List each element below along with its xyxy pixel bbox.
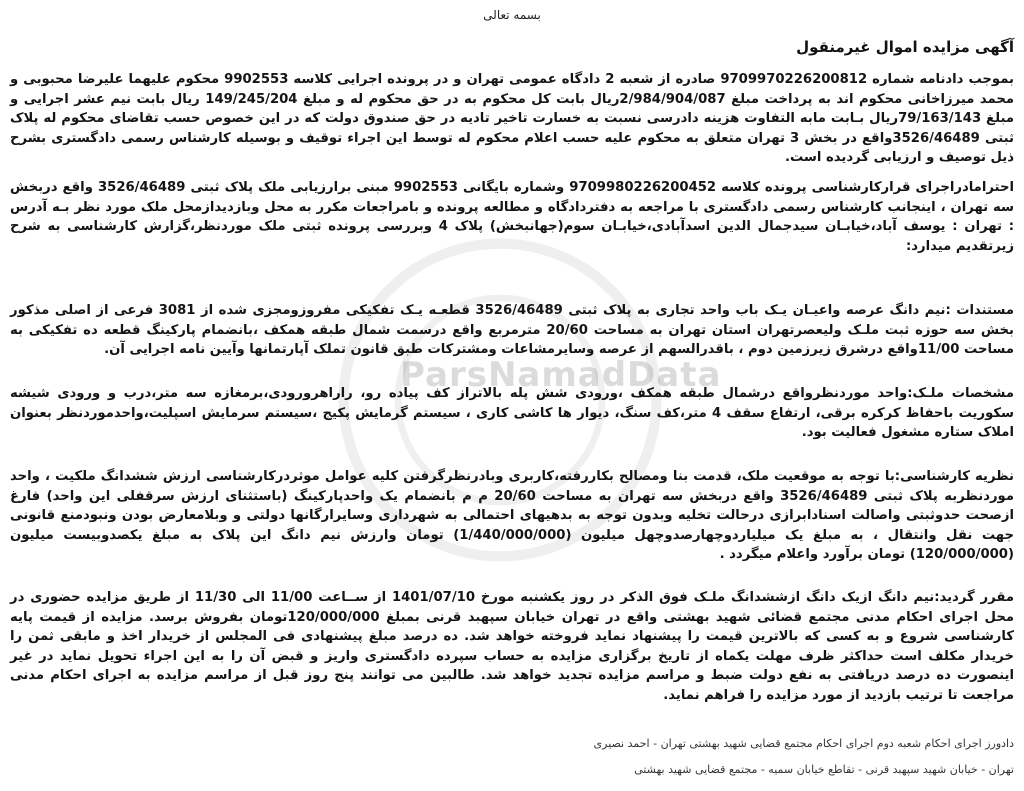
address-line: تهران - خیابان شهید سپهبد قرنی - تقاطع خیابان سمیه - مجتمع قضایی شهید بهشتی [634,763,1014,776]
paragraph-auction-terms: مقرر گردید:نیم دانگ ازیک دانگ ازششدانگ ملـک فوق الذکر در روز یکشنبه مورخ 1401/07/10 از ســاعت 11/00 الی 11/30 از طریق مزایده حضوری در محل اجرای احکام مدنی مجتمع قضائی شهید بهشتی واقع در تهران خیابان سپهبد قرنی بمبلغ 120/000/000تومان بفروش برسد. مزایده از قیمت پایه کارشناسی شروع و به کسی که بالاترین قیمت را پیشنهاد نماید فروخته خواهد شد. ده درصد مبلغ پیشنهادی فی المجلس از خریدار اخذ و مابقی ثمن را خریدار مکلف است حداکثر ظرف مهلت یکماه از تاریخ برگزاری مزایده به حساب سپرده دادگستری واریز و قبض آن را به این اجراء تحویل نماید در غیر اینصورت ده درصد دریافتی به نفع دولت ضبط و مراسم مزایده تجدید خواهد شد. طالبین می توانند پنج روز قبل از مراسم مزایده به اجرای احکام مدنی مراجعت تا ترتیب بازدید از مورد مزایده را فراهم نماید. [10,590,1014,703]
paragraph-property-specs: مشخصات ملـک:واحد موردنظرواقع درشمال طبقه همکف ،ورودی شش پله بالاتراز کف پیاده رو، راراهرورودی،برمغازه سه متر،درب و ورودی شیشه سکوریت باحفاظ کرکره برقی، ارتفاع سقف 4 متر،کف سنگ، دیوار ها کاشی کاری ، سیستم گرمایش پکیج ،سیستم سرمایش اسپلیت،واحدموردنظر بعنوان املاک ستاره مشغول فعالیت بود. [10,386,1015,440]
document-title: آگهی مزایده اموال غیرمنقول [796,38,1014,56]
watermark-text: ParsNamadData [400,355,722,395]
paragraph-verdict: بموجب دادنامه شماره 9709970226200812 صادره از شعبه 2 دادگاه عمومی تهران و در پرونده اجرایی کلاسه 9902553 محکوم علیهما علیرضا محبوبی و محمد میرزاخانی محکوم اند به پرداخت مبلغ 2/984/904/087ریال بابت کل محکوم به در حق محکوم له و مبلغ 149/245/204 ریال بابت نیم عشر اجرایی و مبلغ 79/163/143ریال بـابت مابه التفاوت هزینه دادرسی نسبت به خسارت تاخیر تادیه در حق صندوق دولت که در این خصوص حسب تقاضای محکوم له پلاک ثبتی 3526/46489واقع در بخش 3 تهران متعلق به محکوم علیه حسب اعلام محکوم له توسط این اجراء توقیف و بوسیله کارشناس رسمی دادگستری بشرح ذیل توصیف و ارزیابی گردیده است. [10,72,1015,165]
paragraph-expert-intro: احترامادراجرای قرارکارشناسی پرونده کلاسه 9709980226200452 وشماره بایگانی 9902553 مبنی برارزیابی ملک پلاک ثبتی 3526/46489 واقع دربخش سه تهران ، اینجانب کارشناس رسمی دادگستری با مراجعه به دفتردادگاه و مطالعه پرونده و بامراجعات مکرر به محل وبازدیدازمحل ملک مورد نظر بـه آدرس : تهران : یوسف آباد،خیابـان سیدجمال الدین اسدآبادی،خیابـان سوم(جهانبخش) پلاک 4 وبررسی پرونده ثبتی ملک موردنظر،گزارش کارشناسی به شرح زیرتقدیم میدارد: [10,180,1014,254]
signature-line: دادورز اجرای احکام شعبه دوم اجرای احکام مجتمع قضایی شهید بهشتی تهران - احمد نصیری [593,737,1014,750]
basmala-heading: بسمه تعالی [483,8,541,22]
paragraph-expert-opinion: نظریه کارشناسی:با توجه به موقعیت ملک، قدمت بنا ومصالح بکاررفته،کاربری وبادرنظرگرفتن کلیه عوامل موثردرکارشناسی ارزش ششدانگ ملکیت ، واحد موردنظربه پلاک ثبتی 3526/46489 واقع دربخش سه تهران به مساحت 20/60 م م بانضمام یک واحدپارکینگ (باستثنای ارزش سرقفلی این واحد) فارغ ازصحت حدوثبتی واصالت اسنادابرازی درحالت تخلیه وبدون توجه به بدهیهای احتمالی به شهرداری وسایرارگانها دولتی و وبلامعارض بودن ونبودمنع قانونی جهت نقل وانتقال ، به مبلغ یک میلیاردوچهارصدوچهل میلیون (1/440/000/000) تومان وارزش نیم دانگ این پلاک به مبلغ یکصدوبیست میلیون (120/000/000) تومان برآورد واعلام میگردد . [10,469,1014,562]
paragraph-documents: مستندات :نیم دانگ عرصه واعیـان یـک باب واحد تجاری به پلاک ثبتی 3526/46489 قطعـه یـک تفکیکی مفروزومجزی شده از 3081 فرعی از اصلی مذکور بخش سه حوزه ثبت ملـک ولیعصرتهران استان تهران به مساحت 20/60 مترمربع واقع درسمت شمال طبقه همکف ،بانضمام پارکینگ قطعه ده تفکیکی به مساحت 11/00واقع درشرق زیرزمین دوم ، باقدرالسهم از عرصه وسایرمشاعات ومشترکات طبق قانون تملک آپارتمانها وآیین نامه اجرایی آن. [10,303,1014,357]
